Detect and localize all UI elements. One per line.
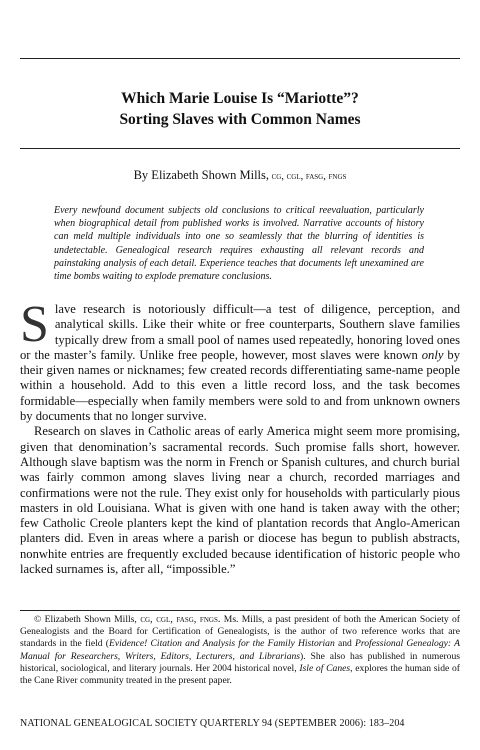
paragraph-1 <box>20 296 460 424</box>
title-line-2: Sorting Slaves with Common Names <box>119 111 361 128</box>
author-name: By Elizabeth Shown Mills, <box>133 168 270 182</box>
paragraph-1-text-b: by their given names or nicknames; few created records differentiating same-name people within a household. Add to this even a little record loss, and the task becomes formidable—especially when family members were sold to and from unknown owners by documents that no longer survive. <box>20 347 460 424</box>
footnote-credentials: cg, cgl, fasg, fngs. <box>136 614 221 625</box>
author-credentials: cg, cgl, fasg, fngs <box>269 171 347 182</box>
abstract: Every newfound document subjects old conclusions to critical reevaluation, particularly when biographical detail from published works is involved. Narrative accounts of history can meld multiple individuals into one so seamlessly that the blurring of identities is undetectable. Genealogical research requires exhausting all relevant records and painstaking analysis of each detail. Experience teaches that documents left unexamined are time bombs waiting to explode premature conclusions. <box>54 205 424 283</box>
title-line-1: Which Marie Louise Is “Mariotte”? <box>121 90 359 107</box>
title-rule <box>20 148 460 149</box>
footnote-text-e: , explores the human side of the Cane River community treated in the present paper. <box>20 662 460 687</box>
footnote-book-3: Isle of Canes <box>299 662 351 674</box>
article-title <box>20 88 460 130</box>
footnote-text-c: and <box>334 638 356 650</box>
footnote-rule <box>20 610 460 611</box>
article-body <box>20 296 460 577</box>
drop-cap: S <box>20 296 49 353</box>
paragraph-2: Research on slaves in Catholic areas of early America might seem more promising, given that denomination’s sacramental records. Such promise falls short, however. Although slave baptism was the norm in French or Spanish cultures, and church burial was fairly common among slaves living near a church, recorded marriages and confirmations were not the rule. They exist only for households with particularly pious masters in old Louisiana. What is given with one hand is taken away with the other; few Catholic Creole planters kept the kind of plantation records that Anglo-American planters did. Even in areas where a parish or diocese has begun to publish abstracts, nonwhite entries are frequently excluded because identification of historic people who lacked surnames is, after all, “impossible.” <box>20 424 460 577</box>
footnote-text-b: Ms. Mills, a past president of both the American Society of Genealogists and the Board for Certification of Genealogists, is the author of two reference works that are standards in the field ( <box>20 614 460 650</box>
author-footnote <box>20 614 460 687</box>
footnote-book-1: Evidence! Citation and Analysis for the Family Historian <box>108 638 335 650</box>
paragraph-1-text-a: lave research is notoriously difficult—a test of diligence, perception, and analytical skills. Like their white or free counterparts, Southern slave families typically drew from a small pool of names used repeatedly, honoring loved ones or the master’s family. Unlike free people, however, most slaves were known <box>20 302 460 362</box>
footnote-copyright: © Elizabeth Shown Mills, <box>34 614 137 625</box>
top-rule <box>20 58 460 59</box>
paragraph-1-emphasis: only <box>421 347 444 362</box>
journal-citation: NATIONAL GENEALOGICAL SOCIETY QUARTERLY 94 (SEPTEMBER 2006): 183–204 <box>20 718 405 729</box>
footnote-text-d: ). She also has published in numerous historical, sociological, and literary journals. Her 2004 historical novel, <box>20 650 460 674</box>
footnote-book-2: Professional Genealogy: A Manual for Researchers, Writers, Editors, Lecturers, and Librarians <box>20 638 460 662</box>
byline <box>20 168 460 183</box>
